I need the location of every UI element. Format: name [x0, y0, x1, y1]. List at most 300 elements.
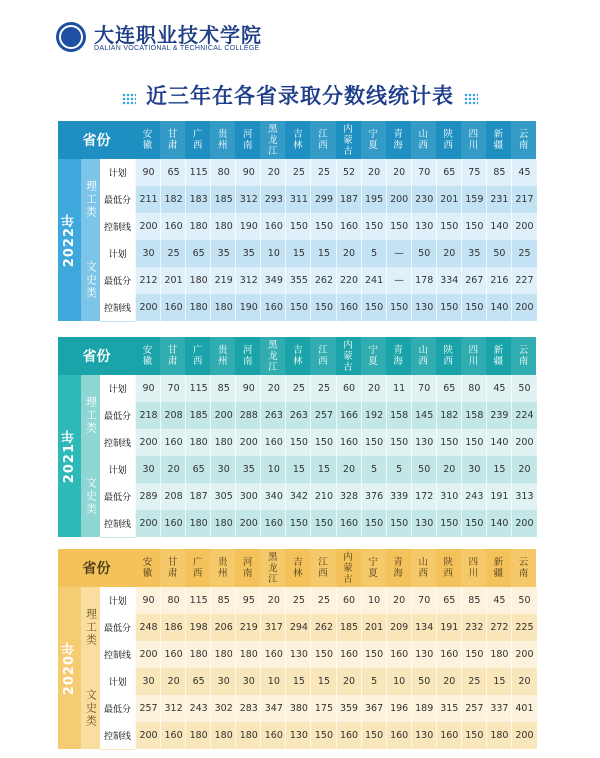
province-name: 河 南 [243, 557, 253, 579]
score-cell: 160 [436, 722, 462, 749]
score-cell: 224 [511, 402, 537, 429]
province-name: 云 南 [511, 121, 536, 159]
score-cell: 15 [285, 668, 311, 695]
province-name: 江 西 [310, 121, 335, 159]
score-cell: 130 [411, 429, 437, 456]
score-cell: 310 [436, 483, 462, 510]
score-cell: 201 [436, 186, 462, 213]
score-cell: 219 [235, 614, 261, 641]
score-cell: 180 [185, 641, 211, 668]
score-cell: 347 [260, 695, 286, 722]
score-cell: 172 [411, 483, 437, 510]
score-cell: 150 [285, 213, 311, 240]
score-cell: 130 [411, 213, 437, 240]
year-label [58, 375, 81, 537]
score-cell: 90 [135, 159, 161, 186]
score-cell: 180 [185, 722, 211, 749]
row-label: 计划 [100, 375, 135, 403]
score-cell: 150 [436, 294, 462, 321]
score-cell: 401 [511, 695, 537, 722]
score-cell: 175 [310, 695, 336, 722]
province-name: 山 西 [411, 549, 436, 587]
year-block-1 [58, 337, 536, 537]
score-cell: 190 [235, 294, 261, 321]
province-name: 广 西 [192, 129, 203, 151]
score-cell: 30 [235, 668, 261, 695]
score-cell: 85 [486, 159, 512, 186]
category-label [81, 456, 100, 537]
score-cell: 50 [411, 240, 437, 267]
score-cell: 302 [210, 695, 236, 722]
province-name: 青 海 [393, 557, 403, 579]
score-cell: 65 [185, 456, 211, 483]
score-cell: 65 [436, 375, 462, 402]
province-name: 吉 林 [293, 345, 303, 367]
province-name: 贵 州 [210, 121, 235, 159]
score-cell: 5 [386, 456, 412, 483]
row-label: 最低分 [100, 186, 135, 214]
score-cell: 150 [361, 294, 387, 321]
score-cell: 312 [160, 695, 186, 722]
score-cell: 20 [361, 375, 387, 402]
score-cell: 90 [235, 159, 261, 186]
row-label: 控制线 [100, 429, 135, 457]
row-label: 计划 [100, 587, 135, 615]
province-name: 新 疆 [493, 345, 504, 367]
score-cell: 313 [511, 483, 537, 510]
year-label-text: 2022年 [62, 212, 77, 268]
score-cell: 359 [336, 695, 362, 722]
row-label: 计划 [100, 456, 135, 484]
score-cell: 289 [135, 483, 161, 510]
score-cell: 180 [210, 510, 236, 537]
score-cell: 90 [135, 375, 161, 402]
score-cell: 180 [185, 213, 211, 240]
score-cell: 150 [361, 510, 387, 537]
score-cell: 35 [210, 240, 236, 267]
province-name: 四 川 [461, 337, 486, 375]
score-cell: 180 [486, 641, 512, 668]
score-cell: 25 [310, 375, 336, 402]
score-cell: 187 [336, 186, 362, 213]
province-name: 山 西 [411, 121, 436, 159]
score-cell: 150 [361, 429, 387, 456]
score-cell: 20 [336, 456, 362, 483]
score-cell: 262 [310, 614, 336, 641]
row-label: 最低分 [100, 483, 135, 511]
score-cell: 15 [285, 240, 311, 267]
row-label: 最低分 [100, 614, 135, 642]
score-cell: 218 [135, 402, 161, 429]
province-name: 贵 州 [210, 337, 235, 375]
province-name: 陕 西 [443, 557, 454, 579]
score-cell: 339 [386, 483, 412, 510]
score-cell: 315 [436, 695, 462, 722]
score-cell: 20 [511, 456, 537, 483]
score-cell: 5 [361, 668, 387, 695]
score-cell: 150 [310, 510, 336, 537]
score-cell: 198 [185, 614, 211, 641]
score-cell: 20 [386, 587, 412, 614]
score-cell: 206 [210, 614, 236, 641]
score-cell: 25 [310, 587, 336, 614]
score-cell: 180 [210, 294, 236, 321]
score-cell: 180 [210, 213, 236, 240]
college-name-en: DALIAN VOCATIONAL & TECHNICAL COLLEGE [94, 45, 260, 52]
province-name: 新 疆 [493, 557, 504, 579]
score-cell: 200 [135, 294, 161, 321]
score-cell: 200 [386, 186, 412, 213]
score-cell: 80 [461, 375, 487, 402]
score-cell: 187 [185, 483, 211, 510]
score-cell: 15 [310, 668, 336, 695]
score-cell: 200 [210, 402, 236, 429]
score-cell: 230 [411, 186, 437, 213]
score-cell: 45 [486, 587, 512, 614]
province-name: 河 南 [243, 129, 253, 151]
score-cell: 150 [436, 510, 462, 537]
score-cell: 200 [235, 510, 261, 537]
score-cell: 376 [361, 483, 387, 510]
score-cell: 20 [336, 240, 362, 267]
category-label-text: 理工类 [84, 180, 98, 219]
score-cell: — [386, 267, 412, 294]
score-cell: 150 [386, 429, 412, 456]
province-name: 宁 夏 [361, 121, 386, 159]
score-cell: 10 [260, 240, 286, 267]
score-cell: 70 [411, 159, 437, 186]
score-cell: 180 [185, 267, 211, 294]
score-cell: 35 [235, 456, 261, 483]
score-cell: 30 [210, 456, 236, 483]
score-cell: 317 [260, 614, 286, 641]
province-name: 吉 林 [293, 557, 303, 579]
score-cell: 150 [386, 510, 412, 537]
score-cell: 70 [160, 375, 186, 402]
score-cell: 272 [486, 614, 512, 641]
score-cell: 160 [160, 429, 186, 456]
score-cell: 90 [235, 375, 261, 402]
score-cell: 189 [411, 695, 437, 722]
score-cell: 150 [285, 510, 311, 537]
row-label: 计划 [100, 240, 135, 268]
province-name: 广 西 [192, 345, 203, 367]
province-name: 四 川 [461, 549, 486, 587]
score-cell: 20 [511, 668, 537, 695]
score-cell: 20 [436, 456, 462, 483]
province-name: 青 海 [393, 345, 403, 367]
score-cell: 20 [260, 159, 286, 186]
score-cell: 200 [511, 510, 537, 537]
province-name: 黑 龙 江 [260, 337, 285, 375]
score-cell: 263 [285, 402, 311, 429]
score-cell: 85 [210, 375, 236, 402]
dots-decoration-left [122, 93, 136, 105]
score-cell: 60 [336, 375, 362, 402]
score-cell: 210 [310, 483, 336, 510]
page-title: 近三年在各省录取分数线统计表 [146, 84, 454, 108]
score-cell: 231 [486, 186, 512, 213]
score-cell: 150 [285, 294, 311, 321]
score-cell: 150 [461, 294, 487, 321]
row-label: 控制线 [100, 213, 135, 241]
score-cell: 243 [185, 695, 211, 722]
score-cell: 160 [260, 294, 286, 321]
score-cell: 150 [386, 294, 412, 321]
score-cell: 10 [260, 456, 286, 483]
score-cell: 25 [285, 375, 311, 402]
score-cell: 200 [135, 722, 161, 749]
score-cell: 200 [511, 641, 537, 668]
score-cell: 25 [285, 587, 311, 614]
score-cell: 288 [235, 402, 261, 429]
score-cell: 150 [461, 641, 487, 668]
score-cell: 150 [310, 213, 336, 240]
score-cell: 15 [486, 668, 512, 695]
row-label: 最低分 [100, 695, 135, 723]
score-cell: 328 [336, 483, 362, 510]
score-cell: 20 [160, 456, 186, 483]
score-cell: 200 [511, 213, 537, 240]
row-label: 控制线 [100, 722, 135, 750]
score-cell: 219 [210, 267, 236, 294]
score-cell: 160 [336, 429, 362, 456]
year-block-2 [58, 549, 536, 749]
score-cell: 150 [386, 213, 412, 240]
score-cell: 130 [285, 722, 311, 749]
score-cell: 150 [310, 429, 336, 456]
score-cell: 355 [285, 267, 311, 294]
score-cell: 130 [285, 641, 311, 668]
score-cell: 130 [411, 641, 437, 668]
score-cell: 85 [461, 587, 487, 614]
province-name: 云 南 [511, 337, 536, 375]
score-cell: 150 [310, 294, 336, 321]
score-cell: 201 [160, 267, 186, 294]
score-cell: 239 [486, 402, 512, 429]
province-header-label: 省份 [82, 349, 111, 365]
row-label: 最低分 [100, 267, 135, 295]
province-name: 宁 夏 [361, 337, 386, 375]
score-cell: 130 [411, 294, 437, 321]
score-cell: 15 [310, 456, 336, 483]
year-block-0 [58, 121, 536, 321]
score-cell: 200 [511, 294, 537, 321]
score-cell: 158 [386, 402, 412, 429]
score-cell: 160 [160, 213, 186, 240]
province-name: 甘 肃 [160, 337, 185, 375]
province-name: 安 徽 [142, 129, 153, 151]
score-cell: 15 [285, 456, 311, 483]
province-name: 宁 夏 [361, 549, 386, 587]
score-cell: 85 [210, 587, 236, 614]
score-cell: 80 [210, 159, 236, 186]
row-label: 计划 [100, 159, 135, 187]
province-name: 内 蒙 古 [343, 339, 353, 373]
score-cell: 150 [461, 510, 487, 537]
college-logo-icon [56, 22, 86, 52]
category-label [81, 240, 100, 321]
score-cell: — [386, 240, 412, 267]
province-name: 甘 肃 [160, 121, 185, 159]
score-cell: 208 [160, 402, 186, 429]
score-cell: 30 [135, 240, 161, 267]
score-cell: 150 [461, 429, 487, 456]
score-cell: 130 [411, 722, 437, 749]
score-cell: 160 [260, 722, 286, 749]
score-cell: 267 [461, 267, 487, 294]
score-cell: 20 [361, 159, 387, 186]
score-cell: 65 [436, 587, 462, 614]
province-header-row [58, 337, 536, 375]
province-name: 陕 西 [443, 345, 454, 367]
score-cell: 200 [135, 510, 161, 537]
score-cell: 294 [285, 614, 311, 641]
score-cell: 191 [486, 483, 512, 510]
score-cell: 11 [386, 375, 412, 402]
score-cell: 25 [160, 240, 186, 267]
score-cell: 158 [461, 402, 487, 429]
score-cell: 225 [511, 614, 537, 641]
score-cell: 30 [135, 668, 161, 695]
score-cell: 195 [361, 186, 387, 213]
score-cell: 10 [361, 587, 387, 614]
score-cell: 160 [160, 510, 186, 537]
score-cell: 60 [336, 587, 362, 614]
score-cell: 65 [160, 159, 186, 186]
year-label [58, 587, 81, 749]
score-cell: 150 [310, 722, 336, 749]
score-cell: 312 [235, 267, 261, 294]
score-cell: 115 [185, 587, 211, 614]
province-name: 云 南 [511, 549, 536, 587]
score-cell: 196 [386, 695, 412, 722]
score-cell: 160 [336, 510, 362, 537]
score-cell: 283 [235, 695, 261, 722]
year-label-text: 2020年 [62, 640, 77, 696]
score-cell: 50 [411, 456, 437, 483]
province-name: 甘 肃 [160, 549, 185, 587]
score-cell: 160 [160, 722, 186, 749]
score-cell: 25 [310, 159, 336, 186]
header [0, 0, 600, 70]
score-cell: 160 [260, 429, 286, 456]
score-cell: 311 [285, 186, 311, 213]
row-label: 控制线 [100, 510, 135, 538]
score-cell: 182 [160, 186, 186, 213]
score-cell: 50 [411, 668, 437, 695]
score-cell: 342 [285, 483, 311, 510]
score-cell: 180 [235, 641, 261, 668]
score-cell: 160 [386, 641, 412, 668]
score-cell: 211 [135, 186, 161, 213]
score-cell: 178 [411, 267, 437, 294]
score-cell: 217 [511, 186, 537, 213]
score-cell: 140 [486, 510, 512, 537]
score-cell: 52 [336, 159, 362, 186]
score-cell: 150 [361, 722, 387, 749]
score-cell: 220 [336, 267, 362, 294]
score-cell: 150 [461, 213, 487, 240]
score-cell: 45 [486, 375, 512, 402]
score-cell: 20 [386, 159, 412, 186]
category-label-text: 文史类 [84, 689, 98, 728]
score-cell: 159 [461, 186, 487, 213]
province-name: 江 西 [310, 549, 335, 587]
category-label-text: 文史类 [84, 477, 98, 516]
row-label: 最低分 [100, 402, 135, 430]
province-name: 安 徽 [142, 345, 153, 367]
score-cell: 293 [260, 186, 286, 213]
score-cell: 180 [185, 294, 211, 321]
score-cell: 35 [461, 240, 487, 267]
score-cell: 140 [486, 429, 512, 456]
category-label-text: 文史类 [84, 261, 98, 300]
year-label-text: 2021年 [62, 428, 77, 484]
score-cell: 50 [511, 375, 537, 402]
score-cell: 367 [361, 695, 387, 722]
province-name: 内 蒙 古 [343, 551, 353, 585]
category-label-text: 理工类 [84, 608, 98, 647]
score-cell: 160 [336, 213, 362, 240]
score-cell: 115 [185, 375, 211, 402]
score-cell: 160 [436, 641, 462, 668]
score-cell: 160 [386, 722, 412, 749]
score-cell: 312 [235, 186, 261, 213]
score-cell: 30 [210, 668, 236, 695]
dots-decoration-right [464, 93, 478, 105]
score-cell: 150 [361, 213, 387, 240]
score-cell: 200 [135, 641, 161, 668]
score-cell: 227 [511, 267, 537, 294]
score-cell: 185 [336, 614, 362, 641]
score-cell: 160 [160, 641, 186, 668]
score-cell: 20 [260, 375, 286, 402]
score-cell: 20 [336, 668, 362, 695]
score-cell: 160 [336, 722, 362, 749]
score-cell: 70 [411, 587, 437, 614]
category-label [81, 159, 100, 240]
province-name: 四 川 [461, 121, 486, 159]
score-cell: 25 [511, 240, 537, 267]
score-cell: 134 [411, 614, 437, 641]
province-name: 陕 西 [443, 129, 454, 151]
score-cell: 263 [260, 402, 286, 429]
score-cell: 150 [361, 641, 387, 668]
score-cell: 180 [210, 429, 236, 456]
score-cell: 50 [486, 240, 512, 267]
province-name: 青 海 [393, 129, 403, 151]
score-cell: 257 [135, 695, 161, 722]
score-cell: 200 [511, 429, 537, 456]
score-cell: 130 [411, 510, 437, 537]
score-cell: 35 [235, 240, 261, 267]
category-label [81, 587, 100, 668]
score-cell: 200 [135, 213, 161, 240]
score-cell: 257 [310, 402, 336, 429]
category-label-text: 理工类 [84, 396, 98, 435]
score-cell: 65 [185, 668, 211, 695]
score-cell: 20 [160, 668, 186, 695]
score-cell: 337 [486, 695, 512, 722]
year-label [58, 159, 81, 321]
score-cell: 65 [436, 159, 462, 186]
title-row [0, 80, 600, 110]
score-cell: 180 [185, 510, 211, 537]
province-name: 广 西 [192, 557, 203, 579]
score-cell: 75 [461, 159, 487, 186]
score-cell: 160 [260, 213, 286, 240]
